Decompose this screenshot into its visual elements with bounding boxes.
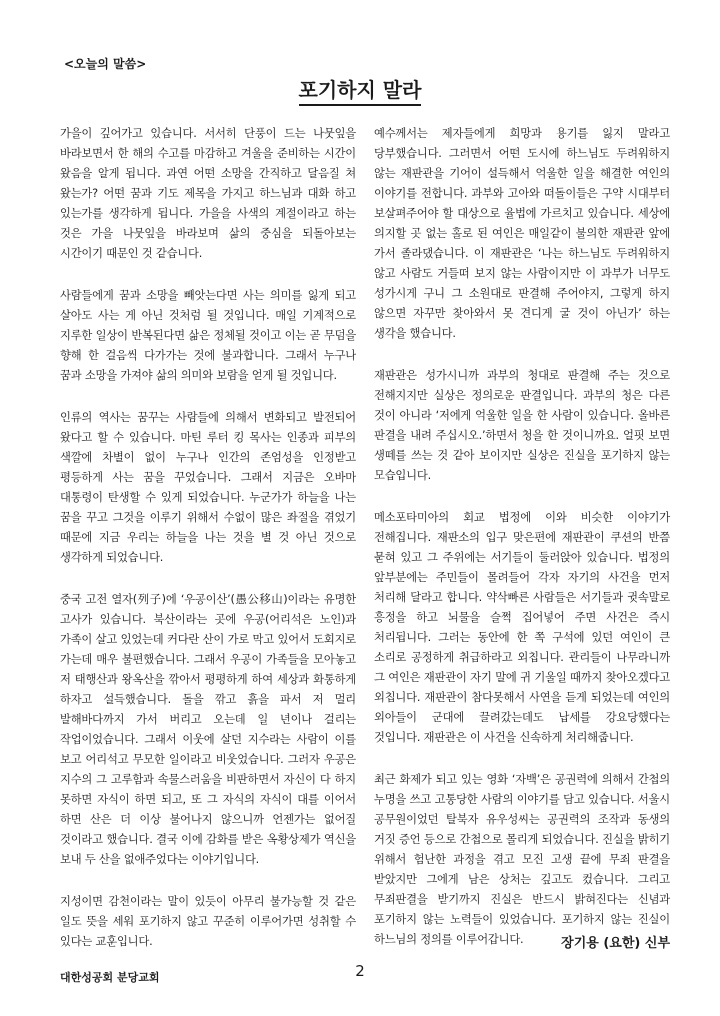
right-column (374, 124, 670, 972)
page-title (0, 74, 720, 103)
footer-church-name: 대한성공회 분당교회 (60, 971, 160, 984)
left-column (60, 124, 356, 974)
title-text: 포기하지 말라 (299, 78, 422, 106)
paragraph: 중국 고전 열자(列子)에 ‘우공이산’(愚公移山)이라는 유명한 고사가 있습니다. 북산이라는 곳에 우공(어리석은 노인)과 가족이 살고 있었는데 커다란 산이 가로 막고 있어서 도회지로 가는데 매우 불편했습니다. 그래서 우공이 가족들을 모아놓고 저 태행산과 왕옥산을 깎아서 평평하게 하여 세상과 화통하게 하자고 설득했습니다. 돌을 깎고 흙을 파서 저 멀리 발해바다까지 가서 버리고 오는데 일 년이나 걸리는 작업이었습니다. 그래서 이웃에 살던 지수라는 사람이 이를 보고 어리석고 무모한 일이라고 비웃었습니다. 그러자 우공은 지수의 그 고루함과 속물스러움을 비판하면서 자신이 다 하지 못하면 자식이 하면 되고, 또 그 자식의 자식이 대를 이어서 하면 산은 더 이상 불어나지 않으니까 언젠가는 없어질 것이라고 했습니다. 결국 이에 감화를 받은 옥황상제가 역신을 보내 두 산을 없애주었다는 이야기입니다. (60, 593, 356, 866)
author-signature: 장기용 (요한) 신부 (561, 936, 670, 951)
paragraph: 메소포타미아의 회교 법정에 이와 비슷한 이야기가 전해집니다. 재판소의 입구 맞은편에 재판관이 쿠션의 반쯤 묻혀 있고 그 주위에는 서기들이 둘러앉아 있습니다. 법정의 앞부분에는 주민들이 몰려들어 각자 자기의 사건을 먼저 처리해 달라고 합니다. 약삭빠른 사람들은 서기들과 귓속말로 흥정을 하고 뇌물을 슬쩍 집어넣어 주면 사건은 즉시 처리됩니다. 그러는 동안에 한 쪽 구석에 있던 여인이 큰 소리로 공정하게 취급하라고 외칩니다. 관리들이 나무라니까 그 여인은 재판관이 자기 말에 귀 기울일 때까지 찾아오겠다고 외칩니다. 재판관이 참다못해서 사연을 듣게 되었는데 여인의 외아들이 군대에 끌려갔는데도 납세를 강요당했다는 것입니다. 재판관은 이 사건을 신속하게 처리해줍니다. (374, 511, 670, 744)
page-number: 2 (355, 962, 365, 980)
paragraph: 인류의 역사는 꿈꾸는 사람들에 의해서 변화되고 발전되어 왔다고 할 수 있습니다. 마틴 루터 킹 목사는 인종과 피부의 색깔에 차별이 없이 누구나 인간의 존엄성을 인정받고 평등하게 사는 꿈을 꾸었습니다. 그래서 지금은 오바마 대통령이 탄생할 수 있게 되었습니다. 누군가가 하늘을 나는 꿈을 꾸고 그것을 이루기 위해서 수없이 많은 좌절을 겪었기 때문에 지금 우리는 하늘을 나는 것을 별 것 아닌 것으로 생각하게 되었습니다. (60, 411, 356, 564)
paragraph: 가을이 깊어가고 있습니다. 서서히 단풍이 드는 나뭇잎을 바라보면서 한 해의 수고를 마감하고 겨울을 준비하는 시간이 왔음을 알게 됩니다. 과연 어떤 소망을 간직하고 달음질 쳐 왔는가? 어떤 꿈과 기도 제목을 가지고 하느님과 대화 하고 있는가를 생각하게 됩니다. 가을을 사색의 계절이라고 하는 것은 가을 나뭇잎을 바라보며 삶의 중심을 되돌아보는 시간이기 때문인 것 같습니다. (60, 127, 356, 260)
section-kicker: <오늘의 말씀> (64, 57, 147, 71)
paragraph: 최근 화제가 되고 있는 영화 ‘자백’은 공권력에 의해서 간첩의 누명을 쓰고 고통당한 사람의 이야기를 담고 있습니다. 서울시 공무원이었던 탈북자 유우성씨는 공권력의 조작과 동생의 거짓 증언 등으로 간첩으로 몰리게 되었습니다. 진실을 밝히기 위해서 험난한 과정을 겪고 모진 고생 끝에 무죄 판결을 받았지만 그에게 남은 상처는 깊고도 컸습니다. 그리고 무죄판결을 받기까지 진실은 반드시 밝혀진다는 신념과 포기하지 않는 노력들이 있었습니다. 포기하지 않는 진실이 하느님의 정의를 이루어갑니다. (374, 773, 670, 946)
paragraph: 지성이면 감천이라는 말이 있듯이 아무리 불가능할 것 같은 일도 뜻을 세워 포기하지 않고 꾸준히 이루어가면 성취할 수 있다는 교훈입니다. (60, 895, 356, 948)
paragraph: 사람들에게 꿈과 소망을 빼앗는다면 사는 의미를 잃게 되고 살아도 사는 게 아닌 것처럼 될 것입니다. 매일 기계적으로 지루한 일상이 반복된다면 삶은 정체될 것이고 이는 곧 무덤을 향해 한 걸음씩 다가가는 것에 불과합니다. 그래서 누구나 꿈과 소망을 가져야 삶의 의미와 보람을 얻게 될 것입니다. (60, 289, 356, 382)
paragraph: 재판관은 성가시니까 과부의 청대로 판결해 주는 것으로 전해지지만 실상은 정의로운 판결입니다. 과부의 청은 다른 것이 아니라 ‘저에게 억울한 일을 한 사람이 있습니다. 올바른 판결을 내려 주십시오.’하면서 청을 한 것이니까요. 얼핏 보면 생떼를 쓰는 것 같아 보이지만 실상은 진실을 포기하지 않는 모습입니다. (374, 369, 670, 482)
paragraph: 예수께서는 제자들에게 희망과 용기를 잃지 말라고 당부했습니다. 그러면서 어떤 도시에 하느님도 두려워하지 않는 재판관을 기어이 설득해서 억울한 일을 해결한 여인의 이야기를 전합니다. 과부와 고아와 떠돌이들은 구약 시대부터 보살펴주어야 할 대상으로 율법에 가르치고 있습니다. 세상에 의지할 곳 없는 홀로 된 여인은 매일같이 불의한 재판관 앞에 가서 졸라댔습니다. 이 재판관은 ‘나는 하느님도 두려워하지 않고 사람도 거들떠 보지 않는 사람이지만 이 과부가 너무도 성가시게 구니 그 소원대로 판결해 주어야지, 그렇게 하지 않으면 자꾸만 찾아와서 못 견디게 굴 것이 아닌가’ 하는 생각을 했습니다. (374, 127, 670, 340)
